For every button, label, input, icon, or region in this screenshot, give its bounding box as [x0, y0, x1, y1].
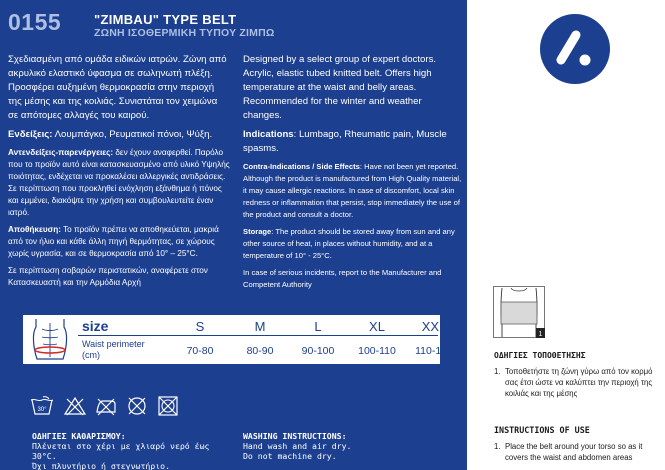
english-indications-text: : Lumbago, Rheumatic pain, Muscle spasms.	[243, 129, 447, 154]
placement-title-gr: ΟΔΗΓΙΕΣ ΤΟΠΟΘΕΤΗΣΗΣ	[494, 351, 586, 360]
english-indications	[243, 128, 463, 156]
washing-title-gr: ΟΔΗΓΙΕΣ ΚΑΘΑΡΙΣΜΟΥ:	[32, 431, 126, 441]
greek-contra-text: δεν έχουν αναφερθεί. Παρόλο που το προϊόν αυτό είναι κατασκευασμένο από υλικό Υψηλής ποιότητας, ενδέχεται να προκαλέσει αλλεργικές αντιδράσεις. Σε περίπτωση που προκληθεί ενόχληση εξάνθημα ή πόνος και εμμένει, διακόψτε την χρήση και συμβουλευτείτε έναν ιατρό.	[8, 148, 230, 217]
english-storage	[243, 226, 463, 262]
greek-indications	[8, 128, 230, 142]
greek-incidents: Σε περίπτωση σοβαρών περιστατικών, αναφέρετε στον Κατασκευαστή και την Αρμόδια Αρχή	[8, 266, 208, 287]
greek-contraindications	[8, 147, 230, 219]
step-gr-text: Τοποθετήστε τη ζώνη γύρω από τον κορμό σας έτσι ώστε να καλύπτει την περιοχή της κοιλιάς και της μέσης	[505, 367, 653, 398]
step-en-text: Place the belt around your torso so as it covers the waist and abdomen areas	[505, 442, 643, 462]
washing-title-en: WASHING INSTRUCTIONS:	[243, 431, 347, 441]
waist-label	[82, 339, 145, 361]
size-s: S	[195, 319, 205, 334]
belt-placement-illustration	[493, 286, 545, 338]
no-iron-icon	[94, 395, 118, 417]
step-gr-number: 1.	[494, 367, 501, 376]
greek-storage-text: Το προϊόν πρέπει να αποθηκεύεται, μακριά από τον ήλιο και κάθε άλλη πηγή θερμότητας, σε χώρους χωρίς υγρασία, και σε θερμοκρασία από 10° – 25°C.	[8, 225, 219, 258]
product-title-en: "ZIMBAU" TYPE BELT	[94, 12, 237, 27]
english-contraindications	[243, 161, 463, 221]
wash-temp-text: 30°	[37, 407, 47, 413]
product-title-gr: ΖΩΝΗ ΙΣΟΘΕΡΜΙΚΗ ΤΥΠΟΥ ΖΙΜΠΩ	[94, 27, 275, 39]
no-tumble-dry-icon	[156, 395, 180, 417]
english-storage-text: : The product should be stored away from sun and any other source of heat, in places without humidity, and at a temperature of 10° - 25°C.	[243, 227, 455, 260]
english-incidents: In case of serious incidents, report to the Manufacturer and Competent Authority	[243, 268, 442, 289]
step-en-number: 1.	[494, 442, 501, 451]
waist-value-xl: 100-110	[358, 345, 396, 357]
placement-step-gr	[494, 366, 660, 399]
product-code: 0155	[8, 9, 62, 35]
waist-value-s: 70-80	[186, 345, 214, 357]
hand-wash-30-icon	[30, 395, 54, 417]
washing-en-line1: Hand wash and air dry.	[243, 441, 352, 451]
greek-description: Σχεδιασμένη από ομάδα ειδικών ιατρών. Ζώνη από ακρυλικό ελαστικό ύφασμα σε σωληνωτή πλέξη. Προσφέρει αυξημένη θερμοκρασία στην περιοχή της μέσης και της κοιλιάς. Συνιστάται τον χειμώνα σε απότομες αλλαγές του καιρού.	[8, 54, 227, 121]
brand-mark-icon	[540, 14, 610, 84]
greek-indications-text: Λουμπάγκο, Ρευματικοί πόνοι, Ψύξη.	[52, 129, 213, 140]
placement-step-en	[494, 441, 660, 463]
size-l: L	[314, 319, 322, 334]
english-description: Designed by a select group of expert doctors. Acrylic, elastic tubed knitted belt. Offers high temperature at the waist and belly areas. Recommended for the winter and weather changes.	[243, 54, 437, 121]
figure-number: 1	[538, 331, 543, 338]
size-xxl: XXL	[421, 319, 447, 334]
english-column	[243, 53, 463, 296]
english-contra-label: Contra-Indications / Side Effects	[243, 162, 360, 171]
washing-instructions-gr	[32, 431, 237, 470]
waist-value-m: 80-90	[246, 345, 274, 357]
waist-value-xxl: 110-120	[415, 345, 453, 357]
greek-column	[8, 53, 230, 294]
washing-instructions-en	[243, 431, 458, 461]
waist-label-line2: (cm)	[82, 350, 100, 360]
greek-storage-label: Αποθήκευση:	[8, 225, 61, 234]
english-storage-label: Storage	[243, 227, 272, 236]
greek-storage	[8, 224, 230, 260]
greek-indications-label: Ενδείξεις:	[8, 129, 53, 140]
waist-label-line1: Waist perimeter	[82, 339, 145, 349]
brand-logo	[540, 14, 610, 84]
greek-contra-label: Αντενδείξεις-παρενέργειες:	[8, 148, 114, 157]
waist-row	[78, 337, 453, 363]
size-xl: XL	[369, 319, 385, 334]
waist-value-l: 90-100	[301, 345, 335, 357]
washing-gr-line1: Πλένεται στο χέρι με χλιαρό νερό έως 30°C.	[32, 441, 210, 461]
no-dry-clean-icon	[125, 395, 149, 417]
placement-title-en: INSTRUCTIONS OF USE	[494, 425, 590, 435]
size-label: size	[82, 318, 109, 334]
no-bleach-icon	[63, 395, 87, 417]
english-contra-text: : Have not been yet reported. Although the product is manufactured from High Quality material, it may cause allergic reactions. In case of discomfort, local skin redness or inflammation that persist, stop immediately the use of the product and consult a doctor.	[243, 162, 462, 219]
english-indications-label: Indications	[243, 129, 294, 140]
torso-icon	[28, 317, 72, 361]
size-row	[78, 318, 447, 336]
size-chart	[23, 315, 453, 364]
washing-gr-line2: Όχι πλυντήριο ή στεγνωτήριο.	[32, 461, 171, 470]
size-m: M	[254, 319, 266, 334]
washing-en-line2: Do not machine dry.	[243, 451, 337, 461]
